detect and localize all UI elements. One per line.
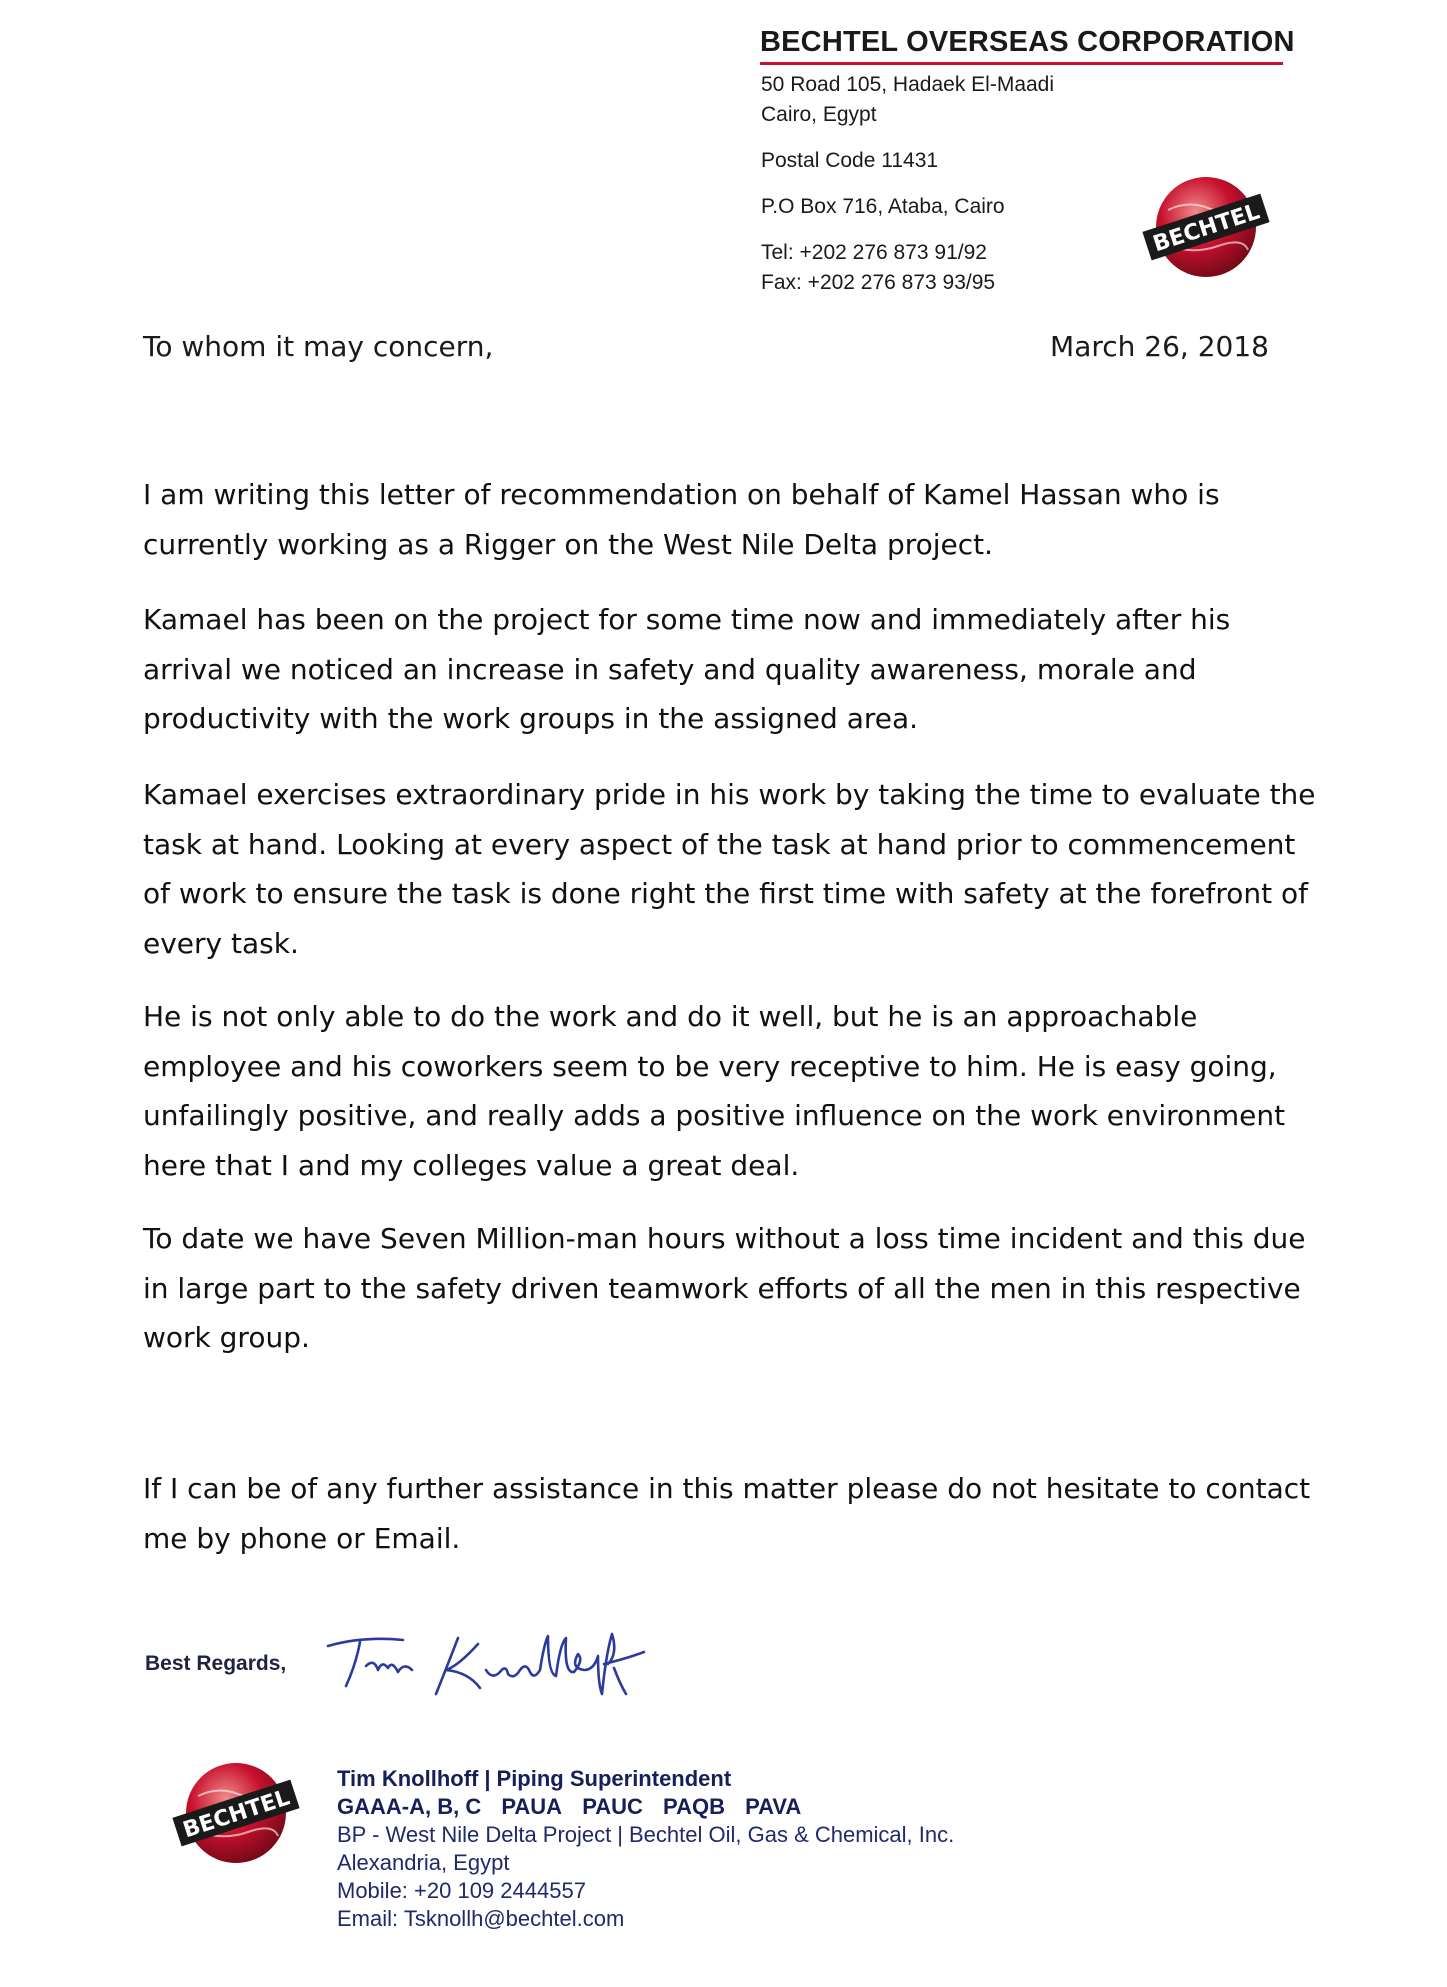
- body-paragraph-4: He is not only able to do the work and do it well, but he is an approachable employee and his coworkers seem to be very receptive to him. He is easy going, unfailingly positive, and really adds a positive influence on the work environment here that I and my colleges value a great deal.: [143, 1000, 1286, 1182]
- address-line-2: Cairo, Egypt: [761, 103, 877, 126]
- salutation: To whom it may concern,: [143, 330, 494, 363]
- separator: |: [617, 1822, 623, 1847]
- closing: Best Regards,: [145, 1652, 287, 1675]
- body-paragraph-1: I am writing this letter of recommendation on behalf of Kamel Hassan who is currently working as a Rigger on the West Nile Delta project.: [143, 478, 1220, 561]
- bechtel-logo-header: [1138, 170, 1273, 285]
- unit-code: PAUA: [501, 1794, 563, 1819]
- company-division: Bechtel Oil, Gas & Chemical, Inc.: [629, 1822, 955, 1847]
- signer-title: Piping Superintendent: [496, 1766, 732, 1791]
- email-address: Email: Tsknollh@bechtel.com: [337, 1906, 625, 1931]
- separator: |: [484, 1766, 491, 1791]
- logo-text: BECHTEL: [180, 1785, 293, 1844]
- company-name-underline: [760, 62, 1283, 65]
- project-company-line: [337, 1821, 954, 1849]
- postal-code: Postal Code 11431: [761, 149, 939, 172]
- unit-code: PAUC: [582, 1794, 643, 1819]
- address-line-1: 50 Road 105, Hadaek El-Maadi: [761, 73, 1055, 96]
- fax: Fax: +202 276 873 93/95: [761, 271, 996, 294]
- unit-code: PAQB: [663, 1794, 725, 1819]
- location: Alexandria, Egypt: [337, 1850, 510, 1875]
- name-title-line: [337, 1765, 954, 1793]
- bechtel-logo-footer: [168, 1756, 303, 1871]
- body-paragraph-3: Kamael exercises extraordinary pride in his work by taking the time to evaluate the task at hand. Looking at every aspect of the task at hand prior to commencement of work to ensure the task is done right the first time with safety at the forefront of every task.: [143, 778, 1316, 960]
- project-name: BP - West Nile Delta Project: [337, 1822, 612, 1847]
- body-paragraph-5: To date we have Seven Million-man hours without a loss time incident and this due in large part to the safety driven teamwork efforts of all the men in this respective work group.: [143, 1222, 1306, 1354]
- body-paragraph-6: If I can be of any further assistance in this matter please do not hesitate to contact me by phone or Email.: [143, 1472, 1311, 1555]
- telephone: Tel: +202 276 873 91/92: [761, 241, 987, 264]
- signature-block: [337, 1765, 954, 1933]
- handwritten-signature: [308, 1614, 688, 1704]
- po-box: P.O Box 716, Ataba, Cairo: [761, 195, 1005, 218]
- company-name: BECHTEL OVERSEAS CORPORATION: [760, 26, 1295, 58]
- signer-name: Tim Knollhoff: [337, 1766, 479, 1791]
- letter-date: March 26, 2018: [1050, 330, 1269, 363]
- unit-codes: [337, 1793, 954, 1821]
- unit-code: GAAA-A, B, C: [337, 1794, 482, 1819]
- logo-text: BECHTEL: [1150, 199, 1263, 258]
- body-paragraph-2: Kamael has been on the project for some time now and immediately after his arrival we noticed an increase in safety and quality awareness, morale and productivity with the work groups in the assigned area.: [143, 603, 1231, 735]
- unit-code: PAVA: [745, 1794, 802, 1819]
- mobile-number: Mobile: +20 109 2444557: [337, 1878, 586, 1903]
